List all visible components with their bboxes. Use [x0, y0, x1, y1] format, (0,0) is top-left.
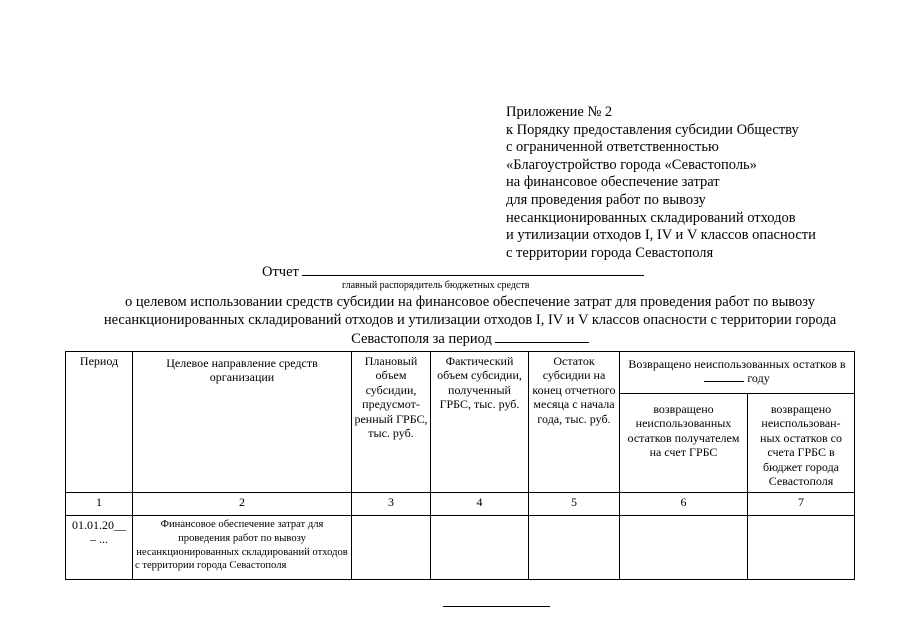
header-row	[66, 352, 855, 394]
report-purpose	[40, 294, 900, 348]
row-returned-grbs-cell	[620, 516, 748, 580]
appendix-title: Приложение № 2	[506, 104, 613, 120]
appendix-line: и утилизации отходов I, IV и V классов опасности	[506, 227, 816, 244]
appendix-block	[506, 104, 886, 262]
report-heading	[262, 262, 644, 281]
header-period: Период	[66, 352, 133, 493]
header-returned-suffix: году	[747, 371, 770, 386]
grbs-caption: главный распорядитель бюджетных средств	[342, 280, 530, 291]
appendix-line: с ограниченной ответственностью	[506, 139, 719, 156]
header-returned-prefix: Возвращено неиспользованных остатков в	[628, 357, 846, 371]
year-blank-line	[704, 371, 744, 382]
purpose-line: несанкционированных складирований отходов и утилизации отходов I, IV и V классов опасности с территории города	[103, 311, 837, 328]
row-actual-cell	[431, 516, 529, 580]
appendix-line: с территории города Севастополя	[506, 244, 714, 261]
appendix-line: на финансовое обеспечение затрат	[506, 174, 720, 191]
report-label: Отчет	[262, 264, 299, 280]
column-number: 6	[620, 493, 748, 516]
grbs-blank-line	[302, 262, 644, 276]
report-table	[65, 351, 855, 580]
column-number: 3	[352, 493, 431, 516]
column-number: 1	[66, 493, 133, 516]
header-actual: Фактический объем субсидии, полученный ГРБС, тыс. руб.	[431, 352, 529, 493]
row-direction: Финансовое обеспечение затрат для проведения работ по вывозу несанкционированных складирований отходов с территории города Севастополя	[133, 516, 352, 580]
appendix-line: «Благоустройство города «Севастополь»	[506, 156, 757, 173]
footnote-divider	[443, 606, 550, 607]
column-number: 5	[529, 493, 620, 516]
row-period: 01.01.20__ – ...	[66, 516, 133, 580]
header-planned: Плановый объем субсидии, предусмот-ренный ГРБС, тыс. руб.	[352, 352, 431, 493]
purpose-line-period	[40, 330, 900, 349]
column-number: 2	[133, 493, 352, 516]
header-direction: Целевое направление средств организации	[133, 352, 352, 493]
header-remainder: Остаток субсидии на конец отчетного месяца с начала года, тыс. руб.	[529, 352, 620, 493]
column-number: 4	[431, 493, 529, 516]
row-planned-cell	[352, 516, 431, 580]
column-number-row	[66, 493, 855, 516]
purpose-period-label: Севастополя за период	[351, 330, 492, 347]
appendix-line: к Порядку предоставления субсидии Обществу	[506, 121, 799, 138]
appendix-line: несанкционированных складирований отходов	[506, 209, 796, 226]
header-returned-grbs: возвращено неиспользованных остатков получателем на счет ГРБС	[620, 394, 748, 493]
table-row	[66, 516, 855, 580]
row-returned-budget-cell	[748, 516, 855, 580]
appendix-line: для проведения работ по вывозу	[506, 191, 706, 208]
period-blank-line	[495, 330, 589, 343]
row-remainder-cell	[529, 516, 620, 580]
column-number: 7	[748, 493, 855, 516]
purpose-line: о целевом использовании средств субсидии на финансовое обеспечение затрат для проведения работ по вывозу	[125, 294, 815, 310]
header-returned-budget: возвращено неиспользован-ных остатков со счета ГРБС в бюджет города Севастополя	[748, 394, 855, 493]
header-returned	[620, 352, 855, 394]
